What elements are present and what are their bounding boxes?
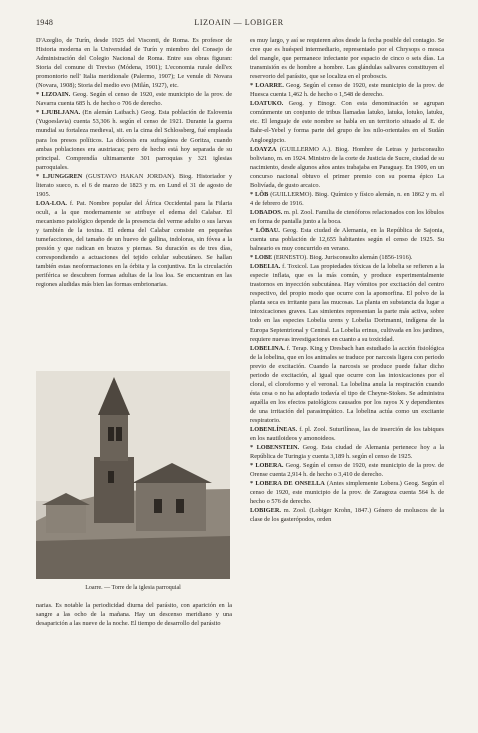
entry: * LOBERA. Geog. Según el censo de 1920, este municipio de la prov. de Orense cuenta 2,914 h. de hecho o 3,410 de derecho. [250,462,444,479]
photo-caption: Loarre. — Torre de la iglesia parroquial [85,585,181,591]
entry: LOBELIA. f. Toxicol. Las propiedades tóxicas de la lobelia se refieren a la especie inflata, que es la más común, y produce experimentalmente trastornos en inyección subcutánea. Hay vómitos por excitación del centro respectivo, del propio modo que ocurre con la apomorfina. El polvo de la planta seca es irritante para las mucosas. La planta en substancia da lugar a intoxicaciones graves. Las simientes representan la parte más activa, sobre todo en las especies Lobelia urens y Lobelia Dortmanni, indígena de la Europa Septentrional y Central. La Lobelia erinus, cultivada en los jardines, requiere nuevas investigaciones en cuanto a su toxicidad. [250,263,444,343]
entry: LOBIGER. m. Zool. (Lobiger Krohn, 1847.) Género de moluscos de la clase de los gasterópodos, orden [250,507,444,524]
entry: LOBENLÍNEAS. f. pl. Zool. Suturilíneas, las de inserción de los tabiques en los nautiloideos y amonoideos. [250,426,444,443]
entry: LOBADOS. m. pl. Zool. Familia de ctenóforos relacionados con los lóbulos en forma de pantalla junto a la boca. [250,208,444,225]
entry: * LOARRE. Geog. Según el censo de 1920, este municipio de la prov. de Huesca cuenta 1,462 h. de hecho o 1,548 de derecho. [250,82,444,99]
entry: LOATUKO. Geog. y Etnogr. Con esta denominación se agrupan comúnmente un conjunto de tribus llamadas latuko, latuka, lotuko, latuku, etc. El lenguaje de este nombre se habla en un territorio situado al E. de Bahr-el-Yebel y forma parte del grupo de los nilo-orientales en el Sudán Angloegipcio. [250,100,444,144]
running-title: LIZOAIN — LOBIGER [194,18,284,27]
page-number: 1948 [36,18,54,27]
entry: LOAYZA (GUILLERMO A.). Biog. Hombre de Letras y jurisconsulto boliviano, m. en 1924. Ministro de la corte de Justicia de Sucre, ciudad de su nacimiento, desde algunos años antes trabajaba en Paraguay. En 1909, en un concurso nacional obtuvo el primer premio con su poema épico La Bolivíada, de gusto arcaico. [250,145,444,189]
page-header [36,18,442,30]
entry: LOA-LOA. f. Pat. Nombre popular del África Occidental para la Filaria oculi, a la que modernamente se atribuye el edema del Calabar. El mecanismo patológico depende de la presencia del verme adulto o sus larvas y también de la toxina. El edema del Calabar consiste en pequeñas tumefacciones, del tamaño de un huevo de gallina, indoloras, sin fóvea a la presión y que radican en brazos y piernas. Su duración es de tres días, correspondiendo a actuaciones del tejido celular subcutáneo. Se hallan también estas neoformaciones en la órbita y la conjuntiva. En la circulación periférica se descubren formas adultas de la loa loa. Se encuentran en las regiones aludidas más bien las formas embrionarias. [36,199,232,289]
entry: * LIZOAIN. Geog. Según el censo de 1920, este municipio de la prov. de Navarra cuenta 685 h. de hecho o 706 de derecho. [36,91,232,108]
entry: * LOBENSTEIN. Geog. Esta ciudad de Alemania pertenece hoy a la República de Turingia y cuenta 3,189 h. según el censo de 1925. [250,444,444,461]
entry: es muy largo, y así se requieren años desde la fecha posible del contagio. Se cree que es huésped intermediario, representado por el Chrysops o mosca del mangle, que permanece infectante por espacio de cinco o seis días. La transmisión es de hombre a hombre. Las glándulas salivares constituyen el reservorio del parásito, que se localiza en el proboscis. [250,37,444,81]
entry: * LOBE (ERNESTO). Biog. Jurisconsulto alemán (1856-1916). [250,254,413,262]
left-column-continuation: narias. Es notable la periodicidad diurna del parásito, con aparición en la sangre a las ocho de la mañana. Hay un descenso meridiano y una desaparición a las nueve de la noche. El tiempo de desarrollo del parásito [36,602,232,628]
entry: * LJUBLJANA. (En alemán Laibach.) Geog. Esta población de Eslovenia (Yugoeslavia) cuenta 53,306 h. según el censo de 1921. Durante la guerra mundial su fortaleza medieval, sit. en la cima del Schlossberg, fué empleada para los presos políticos. La diócesis era sufragánea de Goritza, cuando ambas poblaciones era austriacas; pero de hecho está hoy separada de su principal. Comprendía ultimamente 301 parroquias y 321 iglesias parroquiales. [36,109,232,171]
entry: * LOBERA DE ONSELLA (Antes simplemente Lobera.) Geog. Según el censo de 1920, este municipio de la prov. de Zaragoza cuenta 564 h. de hecho o 576 de derecho. [250,480,444,506]
entry: * LJUNGGREN (GUSTAVO HAKAN JORDAN). Biog. Historiador y literato sueco, n. el 6 de marzo de 1823 y m. en Lund el 31 de agosto de 1905. [36,172,232,198]
entry: D'Azeglio, de Turín, desde 1925 del Visconti, de Roma. Es profesor de Historia moderna en la Universidad de Turín y miembro del Consejo de Administración del Colegio Nacional de Roma. Entre sus obras figuran: Storia del comune di Treviso (Módena, 1901); L'economia rurale dell'ex promontorio nell' Italia meridionale (Palermo, 1907); Le venule di Novara (Novara, 1908); Storia del medio evo (Milán, 1927), etc. [36,37,232,90]
entry: * LÔB (GUILLERMO). Biog. Químico y físico alemán, n. en 1862 y m. el 4 de febrero de 1916. [250,190,444,207]
right-column [250,36,444,718]
entry: LOBELINA. f. Terap. King y Dresbach han estudiado la acción fisiológica de la lobelina, que en los animales se traduce por narcosis ligera con periodo previo de excitación. Cuando la narcosis se produce puede faltar dicho periodo de excitación, al igual que ocurre con las intoxicaciones por el cloral, el cloroformo y el veronal. La lobelina anula la respiración cuando ésta cesa o no ha adoptado todavía el tipo de Cheyne-Stokes. Se administra aquélla en los efectos patológicos causados por los rayos X y dependientes de una irritación del parasimpático. La lobelina actúa como un excitante respiratorio. [250,344,444,424]
church-tower-photo [36,371,230,579]
entry: * LÖBAU. Geog. Esta ciudad de Alemania, en la República de Sajonia, cuenta una población de 12,655 habitantes según el censo de 1925. Su balneario es muy concurrido en verano. [250,226,444,253]
